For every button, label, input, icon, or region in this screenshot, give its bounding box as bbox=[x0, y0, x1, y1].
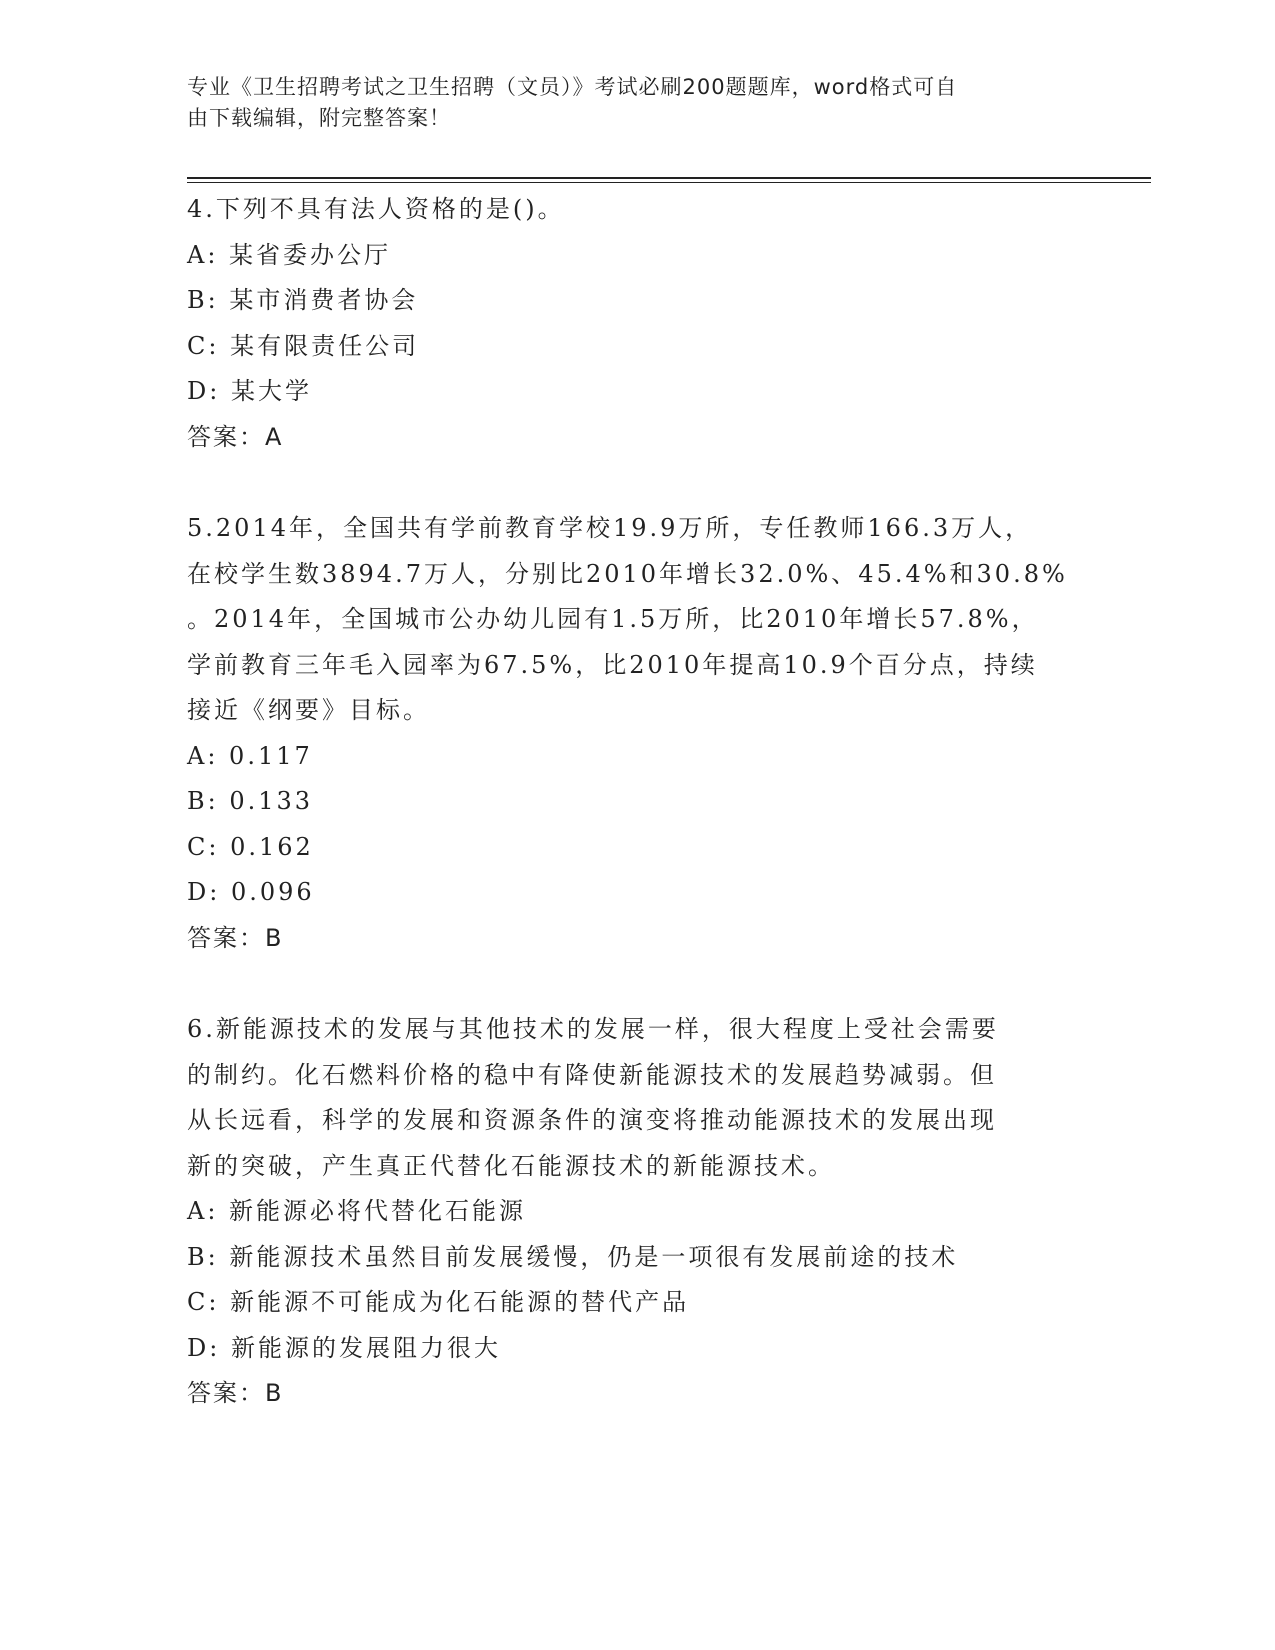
option-a: A: 0.117 bbox=[187, 741, 313, 770]
header-line: 由下载编辑，附完整答案！ bbox=[187, 106, 451, 130]
question-stem: 从长远看，科学的发展和资源条件的演变将推动能源技术的发展出现 bbox=[187, 1106, 997, 1134]
answer-label: 答案：B bbox=[187, 1379, 284, 1407]
option-b: B: 0.133 bbox=[187, 787, 314, 815]
header-line: 专业《卫生招聘考试之卫生招聘（文员）》考试必刷200题题库，word格式可自 bbox=[187, 75, 958, 99]
question-block bbox=[187, 1007, 1087, 1417]
question-block bbox=[187, 187, 1087, 460]
question-stem: 在校学生数3894.7万人，分别比2010年增长32.0%、45.4%和30.8% bbox=[187, 559, 1068, 588]
option-c: C: 某有限责任公司 bbox=[187, 331, 420, 360]
question-list bbox=[187, 187, 1087, 1463]
option-a: A: 新能源必将代替化石能源 bbox=[187, 1197, 527, 1225]
option-b: B: 新能源技术虽然目前发展缓慢，仍是一项很有发展前途的技术 bbox=[187, 1242, 959, 1271]
question-stem: 学前教育三年毛入园率为67.5%，比2010年提高10.9个百分点，持续 bbox=[187, 650, 1038, 679]
option-a: A: 某省委办公厅 bbox=[187, 240, 392, 269]
option-d: D: 0.096 bbox=[187, 878, 315, 906]
header-divider bbox=[187, 177, 1151, 179]
option-d: D: 新能源的发展阻力很大 bbox=[187, 1333, 501, 1362]
option-b: B: 某市消费者协会 bbox=[187, 286, 419, 314]
question-stem: 。2014年，全国城市公办幼儿园有1.5万所，比2010年增长57.8%， bbox=[187, 605, 1039, 633]
question-block bbox=[187, 506, 1087, 961]
option-d: D: 某大学 bbox=[187, 377, 312, 405]
answer-label: 答案：B bbox=[187, 923, 284, 952]
question-stem: 5.2014年，全国共有学前教育学校19.9万所，专任教师166.3万人， bbox=[187, 514, 1033, 542]
header-divider bbox=[187, 182, 1151, 183]
question-stem: 的制约。化石燃料价格的稳中有降使新能源技术的发展趋势减弱。但 bbox=[187, 1060, 997, 1089]
question-stem: 6.新能源技术的发展与其他技术的发展一样，很大程度上受社会需要 bbox=[187, 1015, 999, 1043]
option-c: C: 0.162 bbox=[187, 832, 314, 861]
option-c: C: 新能源不可能成为化石能源的替代产品 bbox=[187, 1288, 690, 1316]
question-stem: 新的突破，产生真正代替化石能源技术的新能源技术。 bbox=[187, 1151, 835, 1180]
document-header bbox=[187, 72, 1067, 134]
question-stem: 4.下列不具有法人资格的是()。 bbox=[187, 195, 565, 223]
question-stem: 接近《纲要》目标。 bbox=[187, 696, 430, 724]
answer-label: 答案：A bbox=[187, 422, 284, 451]
